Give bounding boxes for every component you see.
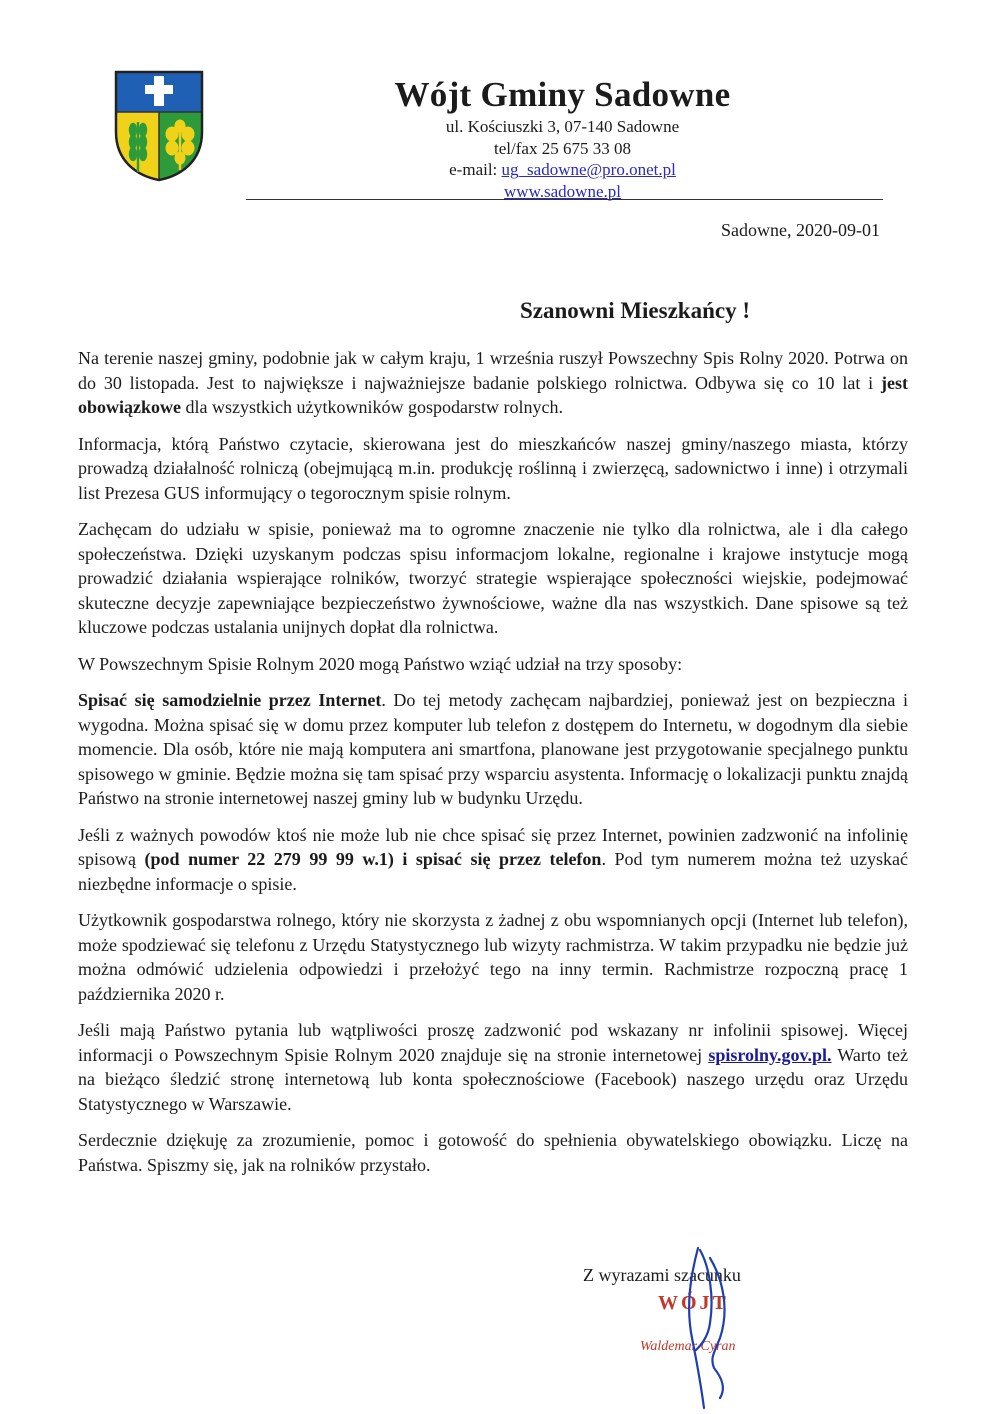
paragraph: W Powszechnym Spisie Rolnym 2020 mogą Państwo wziąć udział na trzy sposoby:: [78, 653, 683, 674]
paragraph: [78, 688, 908, 811]
paragraph-text: Warto też na bieżąco śledzić stronę internetową lub konta społecznościowe (Facebook) naszego urzędu oraz Urzędu Statystycznego w Warszawie.: [78, 1044, 908, 1114]
paragraph-text: dla wszystkich użytkowników gospodarstw rolnych.: [181, 397, 563, 417]
paragraph: Informacja, którą Państwo czytacie, skierowana jest do mieszkańców naszej gminy/naszego miasta, którzy prowadzą działalność rolniczą (obejmującą m.in. produkcję roślinną i zwierzęcą, sadownictwo i inne) i otrzymali list Prezesa GUS informujący o tegorocznym spisie rolnym.: [78, 433, 908, 503]
paragraph-text: Na terenie naszej gminy, podobnie jak w całym kraju, 1 września ruszył Powszechny Spis Rolny 2020. Potrwa on do 30 listopada. Jest to największe i najważniejsze badanie polskiego rolnictwa. Odbywa się co 10 lat i: [78, 348, 908, 393]
email-link[interactable]: ug_sadowne@pro.onet.pl: [501, 160, 676, 179]
census-website-link[interactable]: spisrolny.gov.pl.: [708, 1044, 832, 1065]
paragraph-text: . Do tej metody zachęcam najbardziej, ponieważ jest on bezpieczna i wygodna. Można spisać się w domu przez komputer lub telefon z dostępem do Internetu, w dogodnym dla siebie momencie. Dla osób, które nie mają komputera ani smartfona, planowane jest przygotowanie specjalnego punktu spisowego w gminie. Będzie można się tam spisać przy wsparciu asystenta. Informację o lokalizacji punktu znajdą Państwo na stronie internetowej naszej gminy lub w budynku Urzędu.: [78, 690, 909, 808]
org-address: ul. Kościuszki 3, 07-140 Sadowne: [445, 117, 680, 136]
coat-of-arms-icon: [114, 70, 204, 182]
header-divider: [246, 199, 883, 200]
website-link[interactable]: www.sadowne.pl: [504, 181, 621, 201]
letter-date: Sadowne, 2020-09-01: [721, 220, 880, 240]
paragraph: Serdecznie dziękuję za zrozumienie, pomoc i gotowość do spełnienia obywatelskiego obowiązku. Liczę na Państwa. Spiszmy się, jak na rolników przystało.: [78, 1130, 908, 1175]
emphasis-text: Spisać się samodzielnie przez Internet: [78, 690, 382, 710]
handwritten-signature: [670, 1238, 750, 1414]
paragraph: Użytkownik gospodarstwa rolnego, który nie skorzysta z żadnej z obu wspomnianych opcji (Internet lub telefon), może spodziewać się telefonu z Urzędu Statystycznego lub wizyty rachmistrza. W takim przypadku nie będzie już można odmówić udzielenia odpowiedzi i przełożyć tego na inny termin. Rachmistrze rozpoczną pracę 1 października 2020 r.: [78, 910, 908, 1004]
salutation: Szanowni Mieszkańcy !: [520, 298, 750, 323]
paragraph-text: Jeśli mają Państwo pytania lub wątpliwości proszę zadzwonić pod wskazany nr infolinii spisowej. Więcej informacji o Powszechnym Spisie Rolnym 2020 znajduje się na stronie internetowej: [78, 1020, 908, 1065]
paragraph: [78, 1018, 908, 1116]
paragraph-text: . Pod tym numerem można też uzyskać niezbędne informacje o spisie.: [78, 849, 909, 894]
emphasis-text: (pod numer 22 279 99 99 w.1) i spisać się przez telefon: [144, 849, 602, 869]
paragraph: Zachęcam do udziału w spisie, ponieważ ma to ogromne znaczenie nie tylko dla rolnictwa, ale i dla całego społeczeństwa. Dzięki uzyskanym podczas spisu informacjom lokalne, regionalne i krajowe instytucje mogą prowadzić działania wspierające rolników, tworzyć strategie wspierające społeczności wiejskie, podejmować skuteczne decyzje zapewniające bezpieczeństwo żywnościowe, ważne dla nas wszystkich. Dane spisowe są też kluczowe podczas ustalania unijnych dopłat dla rolnictwa.: [78, 519, 908, 637]
stamp-title: WÓJT: [658, 1292, 729, 1314]
org-phone: tel/fax 25 675 33 08: [494, 138, 631, 158]
emphasis-text: jest obowiązkowe: [78, 372, 908, 417]
letter-body: [78, 346, 908, 1189]
org-email-line: [360, 159, 765, 181]
letterhead: [360, 74, 765, 202]
org-title: Wójt Gminy Sadowne: [394, 75, 731, 114]
stamp-name: Waldemar Cyran: [640, 1339, 736, 1354]
paragraph: [78, 823, 908, 897]
email-label: e-mail:: [449, 160, 498, 179]
paragraph: [78, 346, 908, 420]
closing-phrase: Z wyrazami szacunku: [583, 1265, 741, 1285]
paragraph-text: Jeśli z ważnych powodów ktoś nie może lub nie chce spisać się przez Internet, powinien zadzwonić na infolinię spisową: [78, 824, 908, 869]
